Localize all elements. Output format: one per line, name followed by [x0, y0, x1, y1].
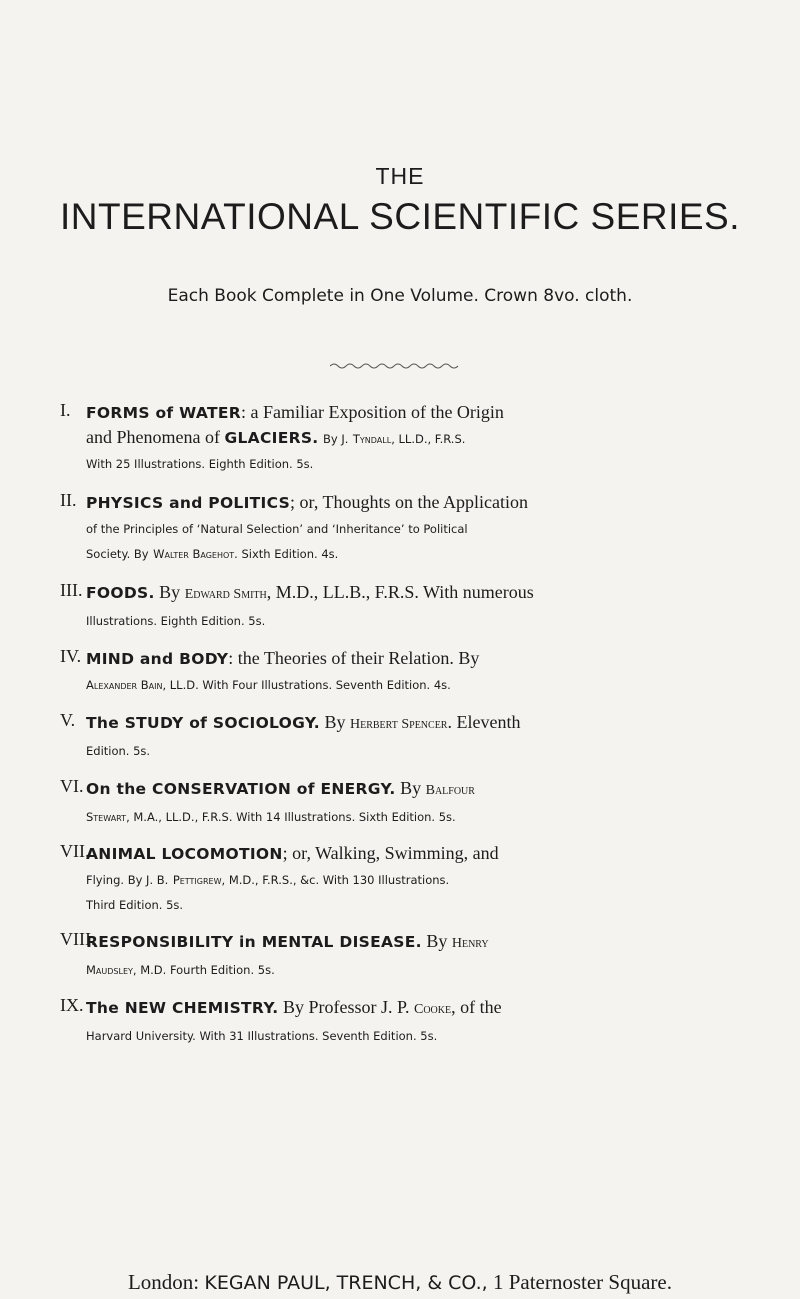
subtitle: Each Book Complete in One Volume. Crown 8vo. cloth.: [167, 286, 633, 306]
entry-number: V.: [60, 710, 76, 730]
author-name: Pettigrew: [172, 873, 222, 887]
kicker: THE: [375, 163, 425, 189]
series-entry: IV. MIND and BODY: the Theories of their Relation. By Alexander Bain, LL.D. With Four Illustrations. Seventh Edition. 4s.: [60, 646, 480, 692]
publisher-address: 1 Paternoster Square.: [492, 1270, 672, 1294]
author-name: Alexander Bain: [86, 678, 163, 692]
series-entry: IX. The NEW CHEMISTRY. By Professor J. P. Cooke, of the Harvard University. With 31 Illustrations. Seventh Edition. 5s.: [60, 995, 502, 1043]
author-name: Walter Bagehot: [153, 547, 235, 561]
entry-title: PHYSICS and POLITICS: [86, 494, 291, 512]
entry-title: ANIMAL LOCOMOTION: [86, 845, 283, 863]
author-name: Balfour: [425, 783, 475, 798]
entry-number: VI.: [60, 776, 84, 796]
series-entry: VI. On the CONSERVATION of ENERGY. By Balfour Stewart, M.A., LL.D., F.R.S. With 14 Illustrations. Sixth Edition. 5s.: [60, 776, 475, 824]
edition-info: Harvard University. With 31 Illustrations. Seventh Edition. 5s.: [86, 1029, 438, 1043]
author-name: Henry: [451, 936, 489, 951]
entry-number: IV.: [60, 646, 82, 666]
series-entry: VII. ANIMAL LOCOMOTION; or, Walking, Swimming, and Flying. By J. B. Pettigrew, M.D., F.R.S., &c. With 130 Illustrations. Third Edition. 5s.: [60, 841, 499, 912]
entry-title: RESPONSIBILITY in MENTAL DISEASE.: [86, 933, 422, 951]
series-entry: III. FOODS. By Edward Smith, M.D., LL.B., F.R.S. With numerous Illustrations. Eighth Edition. 5s.: [60, 580, 534, 628]
edition-info: With 25 Illustrations. Eighth Edition. 5s.: [86, 457, 314, 471]
author-name: Tyndall: [352, 432, 392, 446]
author-name: Edward Smith: [184, 587, 267, 602]
entry-title: The STUDY of SOCIOLOGY.: [86, 714, 320, 732]
entry-title: MIND and BODY: [86, 650, 229, 668]
edition-info: Illustrations. Eighth Edition. 5s.: [86, 614, 266, 628]
edition-info: Third Edition. 5s.: [86, 898, 184, 912]
series-entry: I. FORMS of WATER: a Familiar Exposition of the Origin and Phenomena of GLACIERS. By J. Tyndall, LL.D., F.R.S. With 25 Illustrations. Eighth Edition. 5s.: [60, 400, 504, 471]
series-title: INTERNATIONAL SCIENTIFIC SERIES.: [59, 196, 741, 237]
entry-title: The NEW CHEMISTRY.: [86, 999, 279, 1017]
entry-title: On the CONSERVATION of ENERGY.: [86, 780, 396, 798]
series-entry: II. PHYSICS and POLITICS; or, Thoughts on the Application of the Principles of ‘Natural Selection’ and ‘Inheritance’ to Political Society. By Walter Bagehot. Sixth Edition. 4s.: [60, 490, 528, 561]
entry-number: I.: [60, 400, 71, 420]
entry-number: VII.: [60, 841, 90, 861]
entry-number: IX.: [60, 995, 84, 1015]
author-name: Cooke: [414, 1002, 452, 1017]
entry-title: FORMS of WATER: [86, 404, 241, 422]
entry-title: FOODS.: [86, 584, 155, 602]
publisher-imprint: London: KEGAN PAUL, TRENCH, & CO., 1 Paternoster Square.: [127, 1270, 672, 1294]
wavy-rule-ornament: [330, 362, 460, 370]
author-name: Herbert Spencer: [350, 717, 448, 732]
publisher-name: KEGAN PAUL, TRENCH, & CO.,: [204, 1272, 488, 1294]
series-entry: V. The STUDY of SOCIOLOGY. By Herbert Spencer. Eleventh Edition. 5s.: [60, 710, 521, 758]
series-entry: VIII. RESPONSIBILITY in MENTAL DISEASE. By Henry Maudsley, M.D. Fourth Edition. 5s.: [60, 929, 489, 977]
edition-info: Edition. 5s.: [86, 744, 151, 758]
entry-number: II.: [60, 490, 77, 510]
entry-number: III.: [60, 580, 83, 600]
entry-number: VIII.: [60, 929, 96, 949]
